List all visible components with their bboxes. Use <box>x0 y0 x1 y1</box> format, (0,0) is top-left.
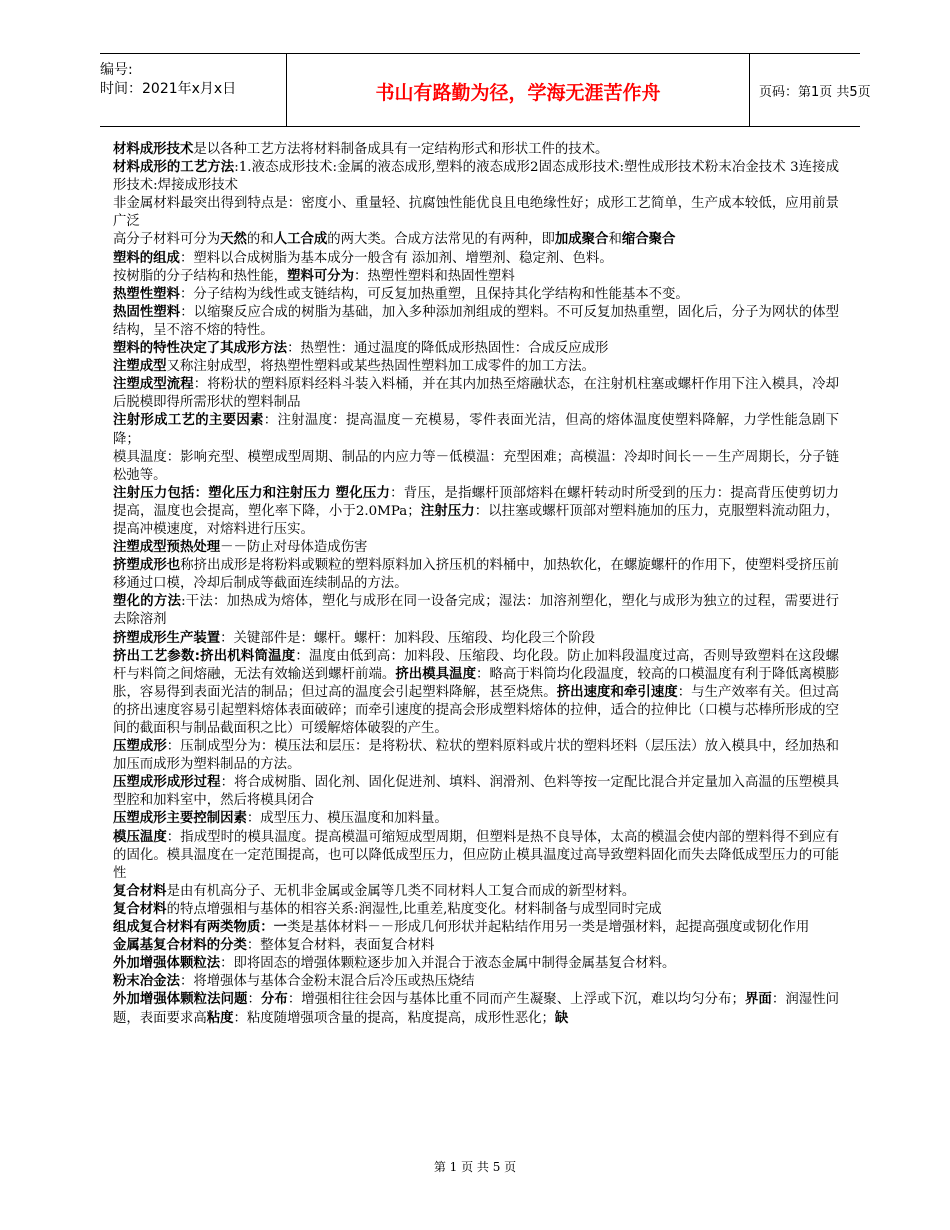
paragraph <box>113 539 839 557</box>
bold-term: 注射压力 <box>420 503 475 519</box>
paragraph <box>113 412 839 448</box>
number-label: 编号: <box>100 62 133 78</box>
text-run: ：热塑性：通过温度的降低成形热固性：合成反应成形 <box>287 341 609 357</box>
page-footer: 第 1 页 共 5 页 <box>433 1160 517 1174</box>
paragraph <box>113 250 839 268</box>
bold-term: 挤出工艺参数:挤出机料筒温度 <box>113 648 296 664</box>
bold-term: 塑料的组成 <box>113 250 180 266</box>
text-run: ：即将固态的增强体颗粒逐步加入并混合于液态金属中制得金属基复合材料。 <box>220 956 676 972</box>
bold-term: 复合材料 <box>113 901 167 917</box>
bold-term: 压塑成形主要控制因素 <box>113 811 247 827</box>
bold-term: 挤出速度和牵引速度 <box>556 684 678 700</box>
text-run: ：以缩聚反应合成的树脂为基础，加入多种添加剂组成的塑料。不可反复加热重塑，固化后，分子为网状的体型结构，呈不溶不熔的特性。 <box>113 304 840 338</box>
bold-term: 挤塑成形也 <box>113 558 181 574</box>
paragraph <box>113 955 839 973</box>
paragraph <box>113 810 839 828</box>
text-run: －－防止对母体造成伤害 <box>220 540 368 556</box>
paragraph <box>113 268 839 286</box>
text-run: 称挤出成形是将粉料或颗粒的塑料原料加入挤压机的料桶中，加热软化，在螺旋螺杆的作用下，使塑料受挤压前移通过口模，冷却后制成等截面连续制品的方法。 <box>113 558 840 592</box>
bold-term: 材料成形技术 <box>113 142 194 157</box>
bold-term: 界面 <box>744 992 772 1008</box>
date-label: 时间：2021年x月x日 <box>100 81 237 97</box>
paragraph <box>113 919 839 937</box>
header-page-cell <box>750 54 871 126</box>
bold-term: 模压温度 <box>113 829 167 845</box>
bold-term: 热固性塑料 <box>113 304 181 320</box>
text-run: 模具温度：影响充型、模塑成型周期、制品的内应力等－低模温：充型困难；高模温：冷却时间长－－生产周期长，分子链松弛等。 <box>113 449 839 483</box>
bold-term: 注射压力包括：塑化压力和注射压力 塑化压力 <box>113 485 391 501</box>
text-run: ：以拄塞或螺杆顶部对塑料施加的压力，克服塑料流动阻力，提高冲模速度，对熔料进行压实。 <box>113 503 840 537</box>
bold-term: 压塑成形 <box>113 739 167 755</box>
paragraph <box>113 557 839 593</box>
text-run: ：略高于料筒均化段温度，较高的口模温度有利于降低离模膨胀，容易得到表面光洁的制品；但过高的温度会引起塑料降解，甚至烧焦。 <box>113 666 840 700</box>
text-run: ：将粉状的塑料原料经料斗装入料桶，并在其内加热至熔融状态，在注射机柱塞或螺杆作用下注入模具，冷却后脱模即得所需形状的塑料制品 <box>113 377 840 411</box>
bold-term: 外加增强体颗粒法问题 <box>113 992 248 1008</box>
bold-term: 注射形成工艺的主要因素 <box>113 413 264 429</box>
text-run: 高分子材料可分为 <box>113 232 221 248</box>
bold-term: 塑化的方法 <box>113 594 182 610</box>
bold-term: 加成聚合 <box>554 232 609 248</box>
bold-term: 组成复合材料有两类物质：一 <box>113 920 288 936</box>
text-run: 的和 <box>246 232 274 248</box>
paragraph <box>113 304 839 340</box>
text-run: 的特点增强相与基体的相容关系:润湿性,比重差,粘度变化。材料制备与成型同时完成 <box>166 901 662 917</box>
text-run: ：整体复合材料，表面复合材料 <box>246 938 435 954</box>
paragraph <box>113 901 839 919</box>
bold-term: 缩合聚合 <box>621 232 676 248</box>
text-run: 又称注射成型，将热塑性塑料或某些热固性塑料加工成零件的加工方法。 <box>166 359 596 375</box>
text-run: :干法：加热成为熔体，塑化与成形在同一设备完成；湿法：加溶剂塑化，塑化与成形为独立的过程，需要进行去除溶剂 <box>113 594 840 628</box>
paragraph <box>113 141 839 159</box>
text-run: ：注射温度：提高温度－充模易，零件表面光洁，但高的熔体温度使塑料降解，力学性能急剧下降； <box>113 413 840 447</box>
bold-term: 材料成形的工艺方法 <box>113 160 235 176</box>
text-run: 类是基体材料－－形成几何形状并起粘结作用另一类是增强材料，起提高强度或韧化作用 <box>287 920 810 936</box>
bold-term: 天然 <box>220 232 247 248</box>
paragraph <box>113 159 839 195</box>
text-run: 按树脂的分子结构和热性能， <box>113 268 288 284</box>
bold-term: 缺 <box>554 1010 569 1026</box>
text-run: ：将合成树脂、固化剂、固化促进剂、填料、润滑剂、色料等按一定配比混合并定量加入高温的压塑模具型腔和加料室中，然后将模具闭合 <box>113 775 840 809</box>
bold-term: 注塑成型 <box>113 359 167 375</box>
bold-term: 塑料可分为 <box>287 268 355 284</box>
motto-text: 书山有路勤为径，学海无涯苦作舟 <box>375 82 661 104</box>
bold-term: 粉末冶金法 <box>113 974 180 990</box>
page-info: 页码：第1页 共5页 <box>759 85 871 100</box>
bold-term: 注塑成型预热处理 <box>113 540 221 556</box>
bold-term: 挤塑成形生产装置 <box>113 630 221 646</box>
text-run: ：粘度随增强项含量的提高，粘度提高，成形性恶化； <box>233 1010 555 1026</box>
bold-term: 粘度 <box>206 1010 234 1026</box>
text-run: ：指成型时的模具温度。提高模温可缩短成型周期，但塑料是热不良导体，太高的模温会使内部的塑料得不到应有的固化。模具温度在一定范围提高，也可以降低成型压力，但应防止模具温度过高导致塑料固化而失去降低成型压力的可能性 <box>113 829 840 881</box>
header-meta <box>100 54 286 126</box>
document-body <box>113 141 839 1028</box>
bold-term: 挤出模具温度 <box>395 666 477 682</box>
bold-term: 外加增强体颗粒法 <box>113 956 221 972</box>
text-run: ：将增强体与基体合金粉末混合后冷压或热压烧结 <box>179 974 475 990</box>
text-run: 是以各种工艺方法将材料制备成具有一定结构形式和形状工件的技术。 <box>193 142 609 157</box>
bold-term: 分布 <box>260 992 288 1008</box>
bold-term: 人工合成 <box>273 232 328 248</box>
paragraph <box>113 738 839 774</box>
paragraph <box>113 195 839 231</box>
text-run: 是由有机高分子、无机非金属或金属等几类不同材料人工复合而成的新型材料。 <box>166 883 636 899</box>
paragraph <box>113 449 839 485</box>
bold-term: 金属基复合材料的分类 <box>113 938 247 954</box>
paragraph <box>113 630 839 648</box>
paragraph <box>113 376 839 412</box>
text-run: ：热塑性塑料和热固性塑料 <box>354 268 515 284</box>
header-motto-cell <box>286 54 750 126</box>
bold-term: 热塑性塑料 <box>113 286 180 302</box>
paragraph <box>113 358 839 376</box>
paragraph <box>113 883 839 901</box>
bold-term: 压塑成形成形过程 <box>113 775 221 791</box>
bold-term: 复合材料 <box>113 883 167 899</box>
document-header <box>100 53 871 127</box>
text-run: 非金属材料最突出得到特点是：密度小、重量轻、抗腐蚀性能优良且电绝缘性好；成形工艺简单，生产成本较低，应用前景广泛 <box>113 196 839 230</box>
text-run: ：温度由低到高：加料段、压缩段、均化段。防止加料段温度过高，否则导致塑料在这段螺杆与料筒之间熔融，无法有效输送到螺杆前端。 <box>113 648 839 682</box>
text-run: ：塑料以合成树脂为基本成分一般含有 添加剂、增塑剂、稳定剂、色料。 <box>179 250 613 266</box>
paragraph <box>113 593 839 629</box>
paragraph <box>113 937 839 955</box>
paragraph <box>113 231 839 249</box>
text-run: ： <box>247 992 261 1008</box>
text-run: 和 <box>608 232 622 248</box>
paragraph <box>113 973 839 991</box>
text-run: ：关键部件是：螺杆。螺杆：加料段、压缩段、均化段三个阶段 <box>220 630 596 646</box>
text-run: ：润湿性问题，表面要求高 <box>113 992 840 1026</box>
text-run: ：成型压力、模压温度和加料量。 <box>246 811 448 827</box>
paragraph <box>113 829 839 883</box>
paragraph <box>113 991 839 1027</box>
text-run: :1.液态成形技术:金属的液态成形,塑料的液态成形2固态成形技术:塑性成形技术粉末冶金技术 3连接成形技术:焊接成形技术 <box>113 160 840 194</box>
paragraph <box>113 648 839 738</box>
paragraph <box>113 774 839 810</box>
bold-term: 注塑成型流程 <box>113 377 194 393</box>
text-run: ：增强相往往会因与基体比重不同而产生凝聚、上浮或下沉，难以均匀分布； <box>287 992 745 1008</box>
bold-term: 塑料的特性决定了其成形方法 <box>113 341 288 357</box>
text-run: ：背压，是指螺杆顶部熔料在螺杆转动时所受到的压力：提高背压使剪切力提高，温度也会提高，塑化率下降，小于2.0MPa； <box>113 485 840 519</box>
paragraph <box>113 340 839 358</box>
paragraph <box>113 286 839 304</box>
text-run: 的两大类。合成方法常见的有两种，即 <box>327 232 555 248</box>
text-run: ：与生产效率有关。但过高的挤出速度容易引起塑料熔体表面破碎；而牵引速度的提高会形成塑料熔体的拉伸，适合的拉伸比（口模与芯棒所形成的空间的截面积与制品截面积之比）可缓解熔体破裂的产生。 <box>113 684 840 736</box>
text-run: ：压制成型分为：模压法和层压：是将粉状、粒状的塑料原料或片状的塑料坯料（层压法）放入模具中，经加热和加压而成形为塑料制品的方法。 <box>113 739 840 773</box>
text-run: ：分子结构为线性或支链结构，可反复加热重塑，且保持其化学结构和性能基本不变。 <box>179 286 689 302</box>
paragraph <box>113 485 839 539</box>
